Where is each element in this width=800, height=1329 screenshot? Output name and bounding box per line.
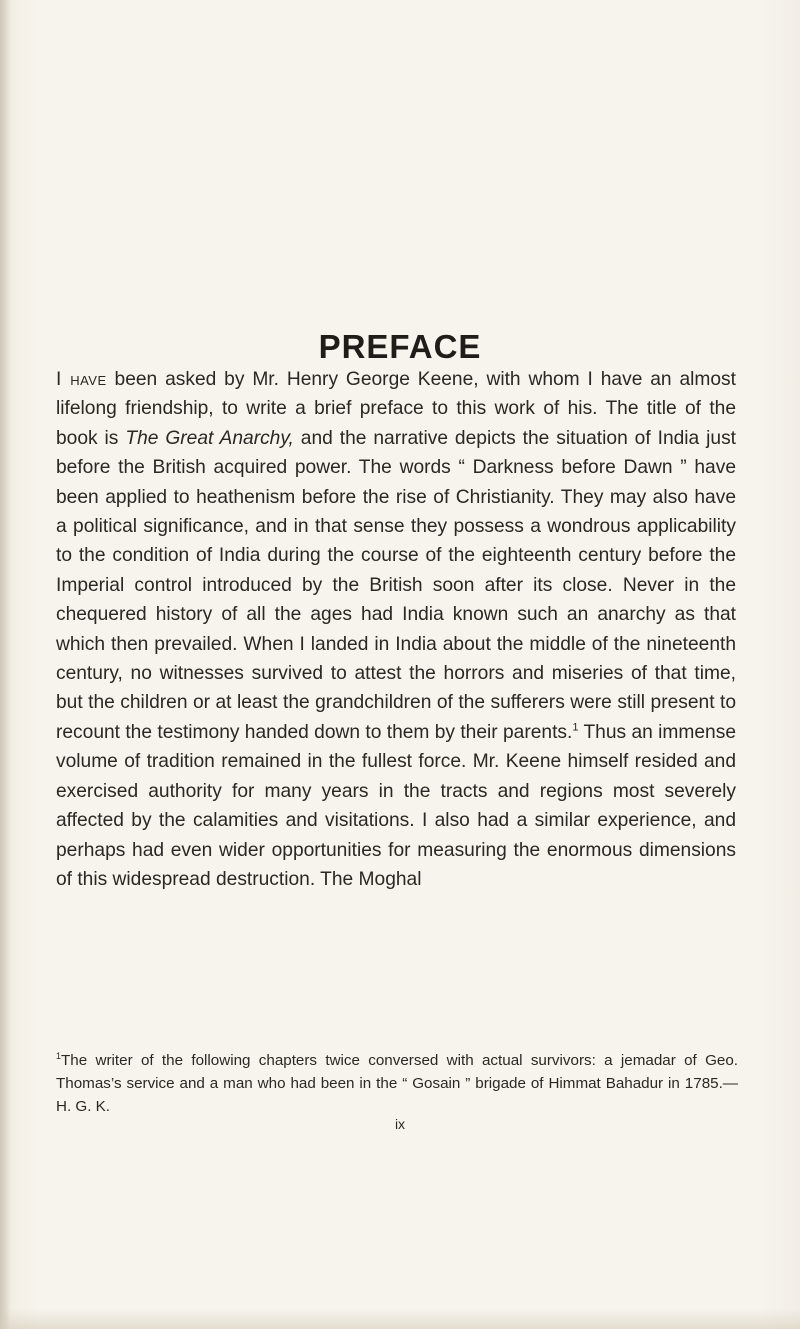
footnote-marker: 1 xyxy=(56,1050,62,1061)
preface-paragraph xyxy=(56,365,736,894)
page-title: PREFACE xyxy=(318,328,482,366)
opening-small-caps: I have xyxy=(56,369,107,390)
footnote-reference: 1 xyxy=(572,721,579,734)
footnote-text: The writer of the following chapters twice conversed with actual survivors: a jemadar of Geo. Thomas’s service and a man who had been in the “ Gosain ” brigade of Himmat Bahadur in 1785.—H. G. K. xyxy=(56,1052,738,1115)
footnote xyxy=(56,1049,738,1118)
book-title: The Great Anarchy, xyxy=(125,427,294,449)
paragraph-text-2: and the narrative depicts the situation of India just before the British acquired power. The words “ Darkness before Dawn ” have been applied to heathenism before the rise of Christianity. They may also have a political significance, and in that sense they possess a wondrous applicability to the condition of India during the course of the eighteenth century before the Imperial control introduced by the British soon after its close. Never in the chequered history of all the ages had India known such an anarchy as that which then prevailed. When I landed in India about the middle of the nineteenth century, no witnesses survived to attest the horrors and miseries of that time, but the children or at least the grandchildren of the sufferers were still present to recount the testimony handed down to them by their parents. xyxy=(56,427,737,743)
paragraph-text-3: Thus an immense volume of tradition remained in the fullest force. Mr. Keene himself resided and exercised authority for many years in the tracts and regions most severely affected by the calamities and visitations. I also had a similar experience, and perhaps had even wider opportunities for measuring the enormous dimensions of this widespread destruction. The Moghal xyxy=(56,721,736,890)
paragraph-text-1: been asked by Mr. Henry George Keene, with whom I have an almost lifelong friendship, to write a brief preface to this work of his. The title of the book is xyxy=(56,369,736,449)
page-number: ix xyxy=(394,1116,406,1132)
page-edge-stain xyxy=(0,1309,800,1329)
